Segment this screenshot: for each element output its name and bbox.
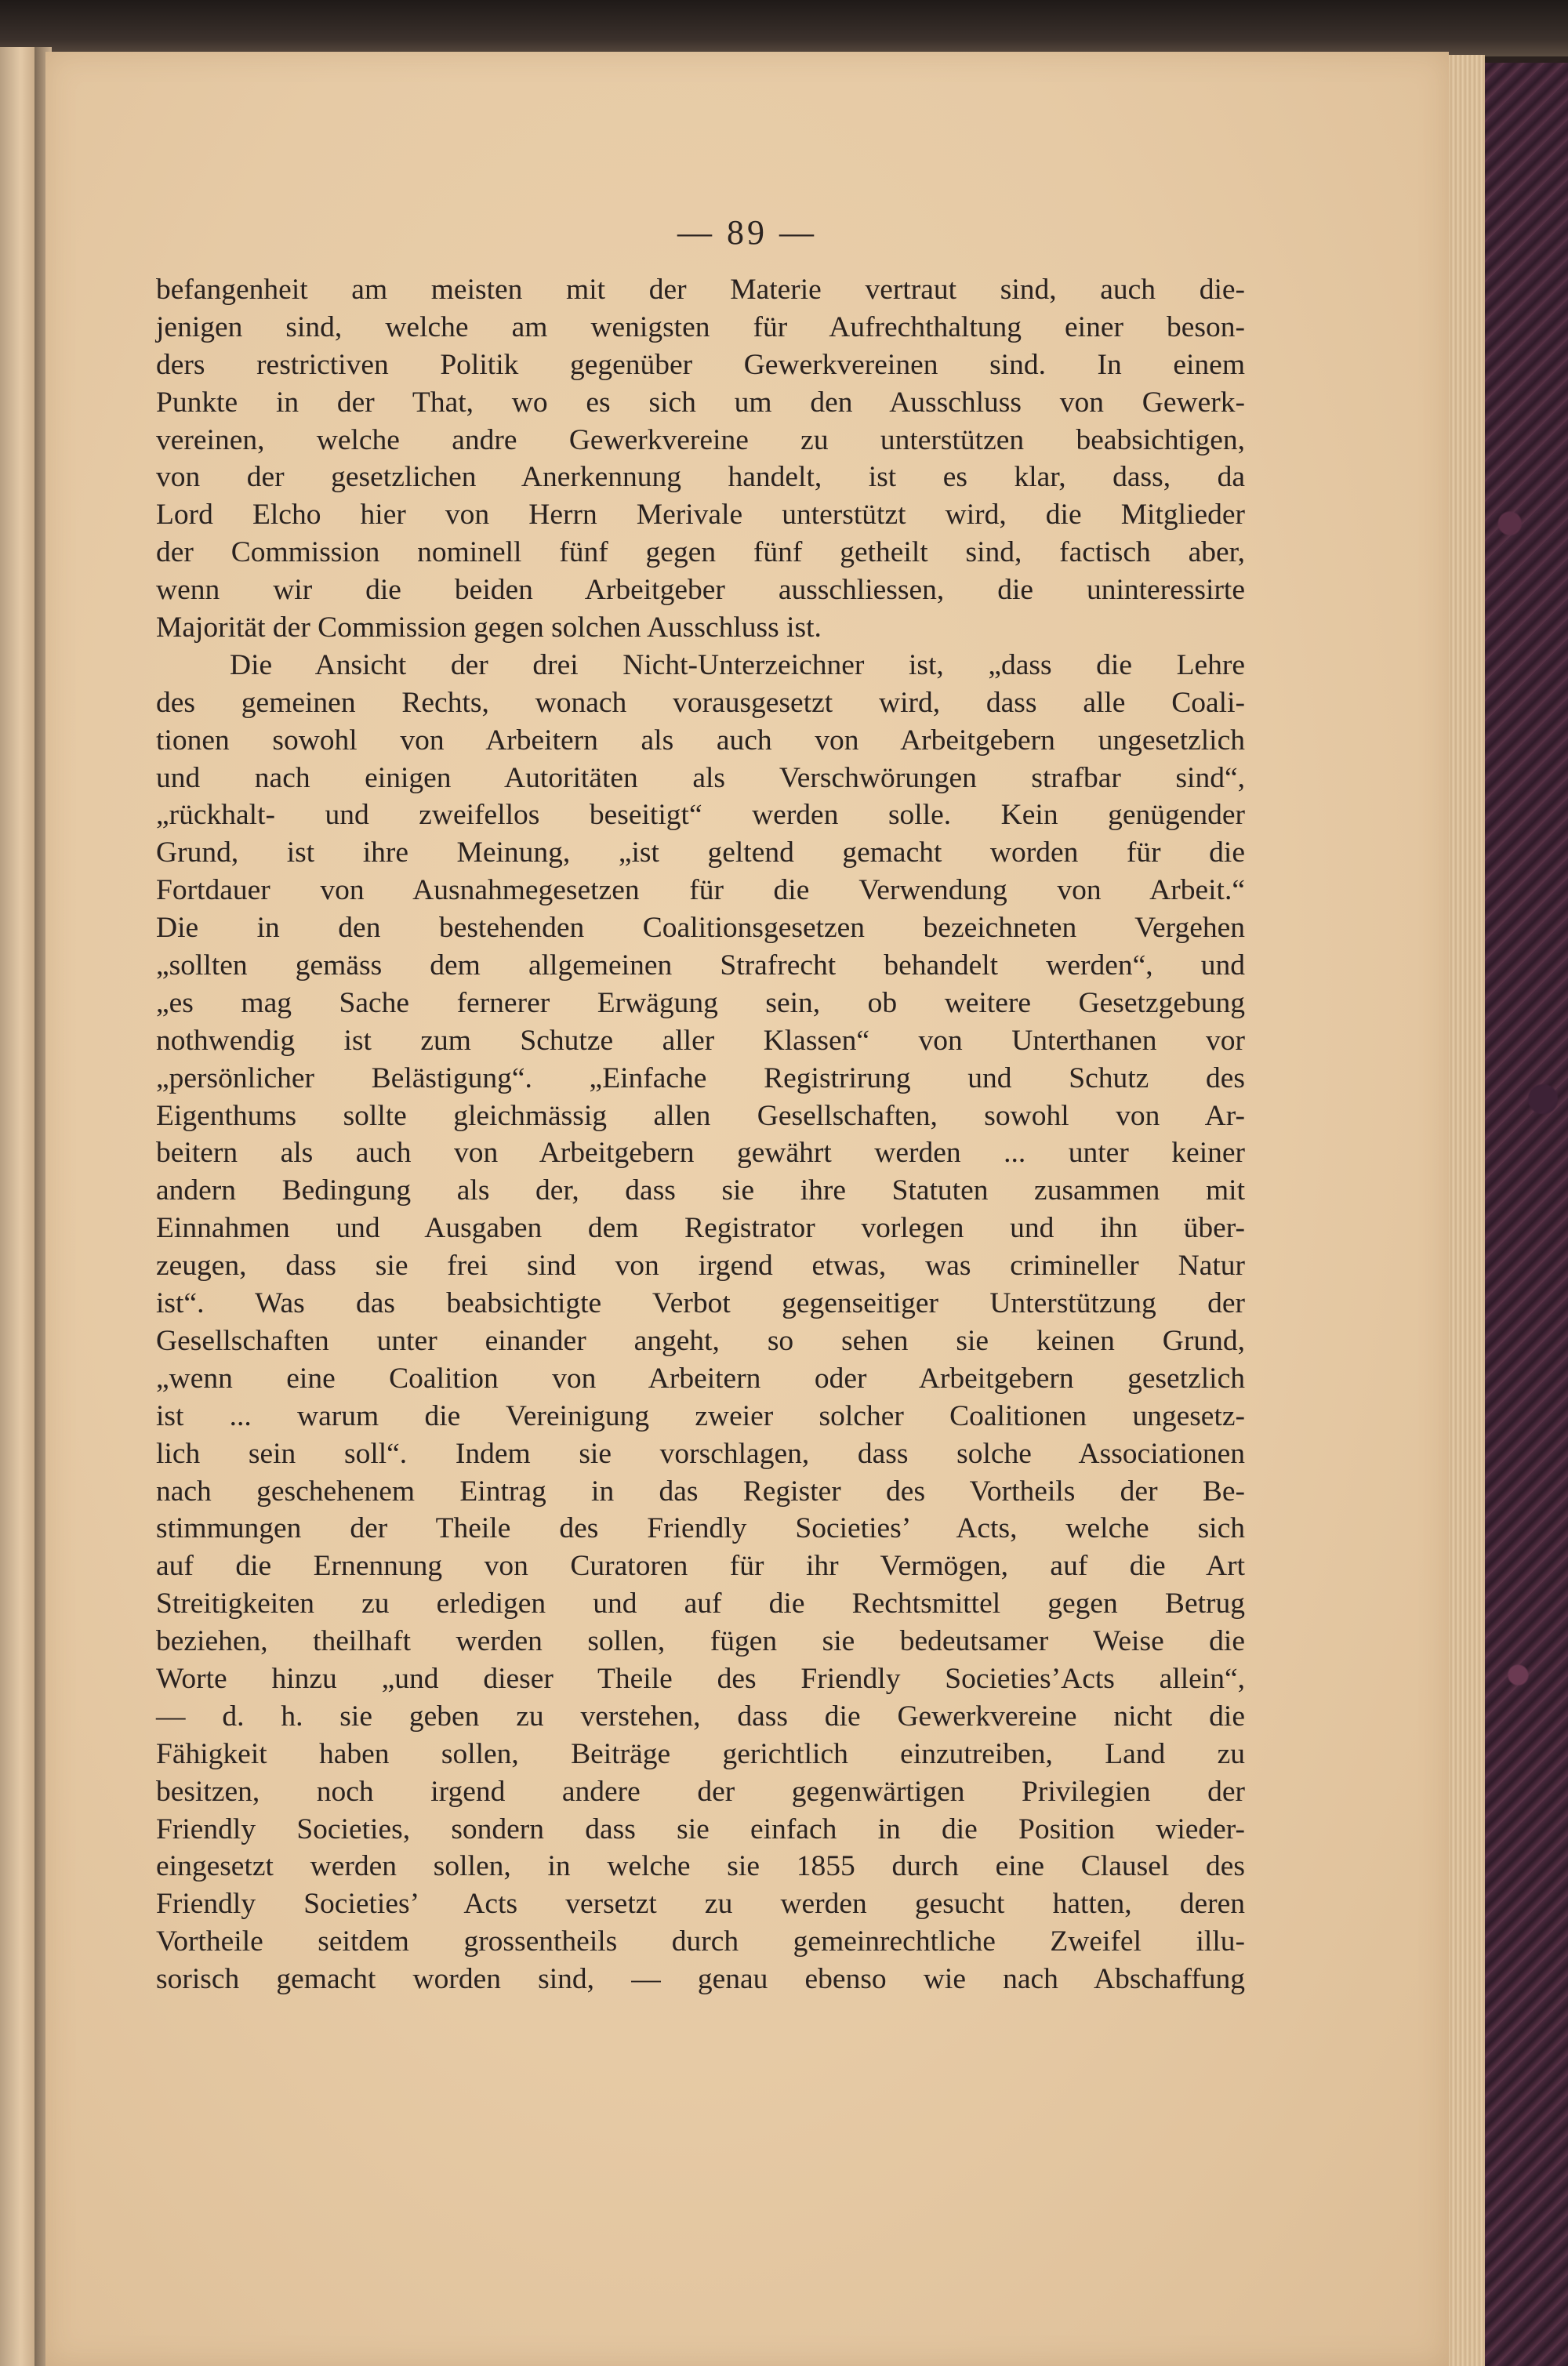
text-line: von der gesetzlichen Anerkennung handelt, ist es klar, dass, da bbox=[156, 461, 1245, 494]
text-line: „rückhalt- und zweifellos beseitigt“ werden solle. Kein genügender bbox=[156, 799, 1245, 832]
text-line: Friendly Societies’ Acts versetzt zu werden gesucht hatten, deren bbox=[156, 1888, 1245, 1921]
text-line: beitern als auch von Arbeitgebern gewährt werden ... unter keiner bbox=[156, 1137, 1245, 1170]
text-line: ist ... warum die Vereinigung zweier solcher Coalitionen ungesetz- bbox=[156, 1399, 1245, 1432]
text-line: beziehen, theilhaft werden sollen, fügen sie bedeutsamer Weise die bbox=[156, 1625, 1245, 1658]
text-line: Fähigkeit haben sollen, Beiträge gerichtlich einzutreiben, Land zu bbox=[156, 1737, 1245, 1770]
text-line: befangenheit am meisten mit der Materie vertraut sind, auch die- bbox=[156, 274, 1245, 306]
text-line: sorisch gemacht worden sind, — genau ebenso wie nach Abschaffung bbox=[156, 1963, 1245, 1996]
text-line: Die in den bestehenden Coalitionsgesetzen bezeichneten Vergehen bbox=[156, 912, 1245, 945]
text-line: stimmungen der Theile des Friendly Societies’ Acts, welche sich bbox=[156, 1512, 1245, 1545]
text-line: und nach einigen Autoritäten als Verschwörungen strafbar sind“, bbox=[156, 761, 1245, 794]
text-line: Friendly Societies, sondern dass sie einfach in die Position wieder- bbox=[156, 1813, 1245, 1845]
text-line: Majorität der Commission gegen solchen Ausschluss ist. bbox=[156, 611, 822, 644]
text-line: der Commission nominell fünf gegen fünf getheilt sind, factisch aber, bbox=[156, 536, 1245, 569]
text-line: — d. h. sie geben zu verstehen, dass die Gewerkvereine nicht die bbox=[156, 1700, 1245, 1733]
text-line: Einnahmen und Ausgaben dem Registrator vorlegen und ihn über- bbox=[156, 1212, 1245, 1245]
text-line: des gemeinen Rechts, wonach vorausgesetzt wird, dass alle Coali- bbox=[156, 686, 1245, 719]
text-line: Die Ansicht der drei Nicht-Unterzeichner ist, „dass die Lehre bbox=[230, 648, 1245, 681]
left-page-edge bbox=[0, 47, 34, 2366]
text-line: Lord Elcho hier von Herrn Merivale unterstützt wird, die Mitglieder bbox=[156, 499, 1245, 532]
text-line: „sollten gemäss dem allgemeinen Strafrecht behandelt werden“, und bbox=[156, 949, 1245, 982]
marbled-cover bbox=[1485, 63, 1568, 2366]
text-line: lich sein soll“. Indem sie vorschlagen, dass solche Associationen bbox=[156, 1437, 1245, 1470]
text-line: besitzen, noch irgend andere der gegenwärtigen Privilegien der bbox=[156, 1775, 1245, 1808]
text-line: Eigenthums sollte gleichmässig allen Gesellschaften, sowohl von Ar- bbox=[156, 1099, 1245, 1132]
text-line: „wenn eine Coalition von Arbeitern oder Arbeitgebern gesetzlich bbox=[156, 1362, 1245, 1395]
text-line: ders restrictiven Politik gegenüber Gewerkvereinen sind. In einem bbox=[156, 348, 1245, 381]
text-line: „es mag Sache fernerer Erwägung sein, ob weitere Gesetzgebung bbox=[156, 986, 1245, 1019]
text-line: Punkte in der That, wo es sich um den Ausschluss von Gewerk- bbox=[156, 386, 1245, 419]
text-line: jenigen sind, welche am wenigsten für Aufrechthaltung einer beson- bbox=[156, 310, 1245, 343]
text-line: auf die Ernennung von Curatoren für ihr Vermögen, auf die Art bbox=[156, 1550, 1245, 1583]
text-line: andern Bedingung als der, dass sie ihre Statuten zusammen mit bbox=[156, 1174, 1245, 1207]
text-line: Gesellschaften unter einander angeht, so sehen sie keinen Grund, bbox=[156, 1324, 1245, 1357]
text-line: nothwendig ist zum Schutze aller Klassen“ von Unterthanen vor bbox=[156, 1024, 1245, 1057]
text-line: Worte hinzu „und dieser Theile des Friendly Societies’Acts allein“, bbox=[156, 1662, 1245, 1695]
text-line: „persönlicher Belästigung“. „Einfache Registrirung und Schutz des bbox=[156, 1061, 1245, 1094]
text-line: Streitigkeiten zu erledigen und auf die Rechtsmittel gegen Betrug bbox=[156, 1588, 1245, 1620]
text-line: ist“. Was das beabsichtigte Verbot gegenseitiger Unterstützung der bbox=[156, 1287, 1245, 1320]
text-line: eingesetzt werden sollen, in welche sie 1855 durch eine Clausel des bbox=[156, 1850, 1245, 1883]
text-line: Grund, ist ihre Meinung, „ist geltend gemacht worden für die bbox=[156, 836, 1245, 869]
text-line: tionen sowohl von Arbeitern als auch von Arbeitgebern ungesetzlich bbox=[156, 724, 1245, 757]
body-text bbox=[156, 271, 1245, 1998]
top-shadow bbox=[0, 0, 1568, 56]
text-line: vereinen, welche andre Gewerkvereine zu unterstützen beabsichtigen, bbox=[156, 423, 1245, 456]
text-line: nach geschehenem Eintrag in das Register des Vortheils der Be- bbox=[156, 1475, 1245, 1508]
text-line: Fortdauer von Ausnahmegesetzen für die Verwendung von Arbeit.“ bbox=[156, 874, 1245, 907]
page-number: — 89 — bbox=[677, 213, 817, 252]
text-line: wenn wir die beiden Arbeitgeber ausschliessen, die uninteressirte bbox=[156, 574, 1245, 607]
text-line: Vortheile seitdem grossentheils durch gemeinrechtliche Zweifel illu- bbox=[156, 1925, 1245, 1958]
page-stack-edge bbox=[1449, 55, 1485, 2366]
text-line: zeugen, dass sie frei sind von irgend etwas, was crimineller Natur bbox=[156, 1250, 1245, 1283]
